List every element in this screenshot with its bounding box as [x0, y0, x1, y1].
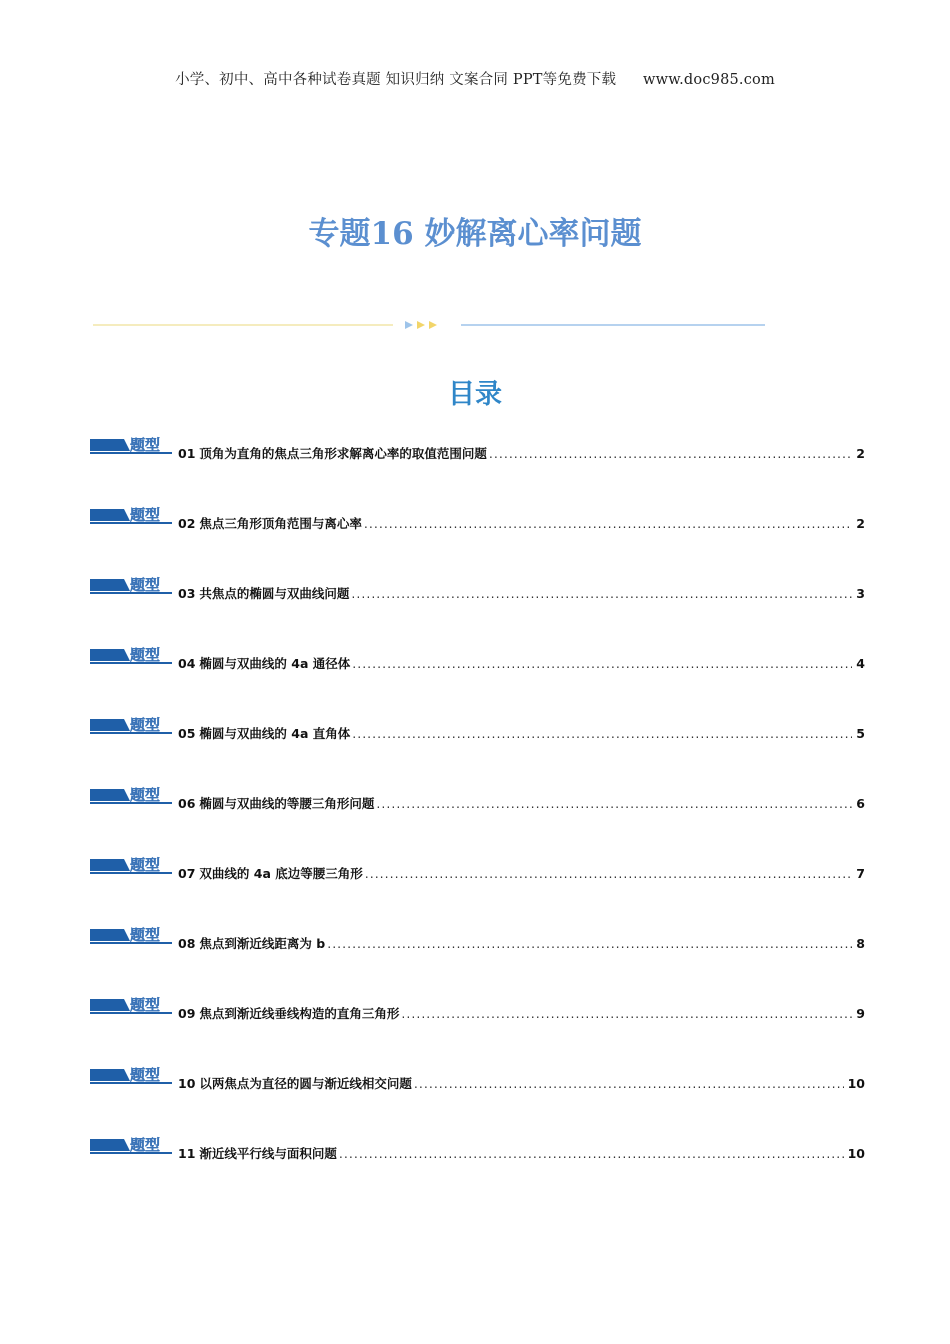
toc-entry[interactable] [90, 644, 865, 674]
toc-leader-dots [327, 936, 852, 951]
toc-entry-number: 02 [178, 516, 196, 531]
toc-entry-number: 06 [178, 796, 196, 811]
svg-text:题型: 题型 [130, 856, 161, 874]
toc-entry-number: 07 [178, 866, 196, 881]
toc-leader-dots [351, 586, 852, 601]
question-type-badge-icon [90, 995, 172, 1017]
toc-entry-page: 8 [856, 936, 865, 951]
toc-leader-dots [414, 1076, 844, 1091]
svg-text:题型: 题型 [130, 646, 161, 664]
question-type-badge-icon [90, 715, 172, 737]
toc-leader-dots [376, 796, 852, 811]
toc-entry-title: 焦点三角形顶角范围与离心率 [199, 516, 362, 531]
toc-entry[interactable] [90, 854, 865, 884]
header-text: 小学、初中、高中各种试卷真题 知识归纳 文案合同 PPT等免费下载 [175, 72, 617, 88]
question-type-badge-icon [90, 1065, 172, 1087]
toc-entry-number: 04 [178, 656, 196, 671]
svg-text:题型: 题型 [130, 716, 161, 734]
toc-entry[interactable] [90, 434, 865, 464]
toc-leader-dots [352, 726, 852, 741]
question-type-badge-icon [90, 855, 172, 877]
svg-text:题型: 题型 [130, 436, 161, 454]
toc-leader-dots [339, 1146, 844, 1161]
toc-entry-title: 焦点到渐近线距离为 b [199, 936, 326, 951]
toc-entry[interactable] [90, 994, 865, 1024]
toc-entry-page: 2 [856, 516, 865, 531]
toc-leader-dots [489, 446, 852, 461]
toc-entry-title: 椭圆与双曲线的等腰三角形问题 [199, 796, 375, 811]
toc-entry[interactable] [90, 574, 865, 604]
toc-leader-dots [352, 656, 852, 671]
toc-entry-title: 顶角为直角的焦点三角形求解离心率的取值范围问题 [199, 446, 487, 461]
page-title: 专题16 妙解离心率问题 [308, 216, 642, 252]
toc-entry-page: 7 [856, 866, 865, 881]
question-type-badge-icon [90, 925, 172, 947]
toc-entry-number: 11 [178, 1146, 196, 1161]
toc-entry-page: 10 [847, 1076, 865, 1091]
toc-entry-number: 08 [178, 936, 196, 951]
toc-leader-dots [365, 866, 853, 881]
question-type-badge-icon [90, 575, 172, 597]
toc-entry-number: 03 [178, 586, 196, 601]
toc-entry-title: 焦点到渐近线垂线构造的直角三角形 [199, 1006, 400, 1021]
toc-entry-title: 椭圆与双曲线的 4a 直角体 [199, 726, 351, 741]
toc-leader-dots [364, 516, 852, 531]
toc-leader-dots [401, 1006, 852, 1021]
toc-entry-number: 10 [178, 1076, 196, 1091]
toc-entry-number: 01 [178, 446, 196, 461]
toc-entry-page: 4 [856, 656, 865, 671]
question-type-badge-icon [90, 435, 172, 457]
toc-entry-title: 椭圆与双曲线的 4a 通径体 [199, 656, 351, 671]
toc-entry[interactable] [90, 1064, 865, 1094]
svg-text:题型: 题型 [130, 576, 161, 594]
svg-text:题型: 题型 [130, 1136, 161, 1154]
toc-entry-title: 双曲线的 4a 底边等腰三角形 [199, 866, 363, 881]
question-type-badge-icon [90, 505, 172, 527]
header-site[interactable]: www.doc985.com [642, 72, 775, 88]
toc-entry[interactable] [90, 504, 865, 534]
title-divider [93, 318, 765, 332]
toc-entry-number: 09 [178, 1006, 196, 1021]
question-type-badge-icon [90, 645, 172, 667]
toc-entry[interactable] [90, 784, 865, 814]
toc-entry-title: 共焦点的椭圆与双曲线问题 [199, 586, 350, 601]
svg-text:题型: 题型 [130, 996, 161, 1014]
svg-text:题型: 题型 [130, 506, 161, 524]
toc-entry-title: 以两焦点为直径的圆与渐近线相交问题 [199, 1076, 412, 1091]
toc-entry-page: 5 [856, 726, 865, 741]
svg-text:题型: 题型 [130, 926, 161, 944]
svg-text:题型: 题型 [130, 786, 161, 804]
toc-entry-page: 6 [856, 796, 865, 811]
svg-text:题型: 题型 [130, 1066, 161, 1084]
question-type-badge-icon [90, 785, 172, 807]
toc-entry-page: 9 [856, 1006, 865, 1021]
toc-entry[interactable] [90, 714, 865, 744]
toc-entry-title: 渐近线平行线与面积问题 [199, 1146, 337, 1161]
toc-entry[interactable] [90, 1134, 865, 1164]
toc-entry-page: 3 [856, 586, 865, 601]
page-header [0, 68, 950, 89]
toc-entry[interactable] [90, 924, 865, 954]
toc-heading: 目录 [448, 379, 502, 410]
toc-entry-page: 2 [856, 446, 865, 461]
question-type-badge-icon [90, 1135, 172, 1157]
toc-entry-number: 05 [178, 726, 196, 741]
toc-entry-page: 10 [847, 1146, 865, 1161]
